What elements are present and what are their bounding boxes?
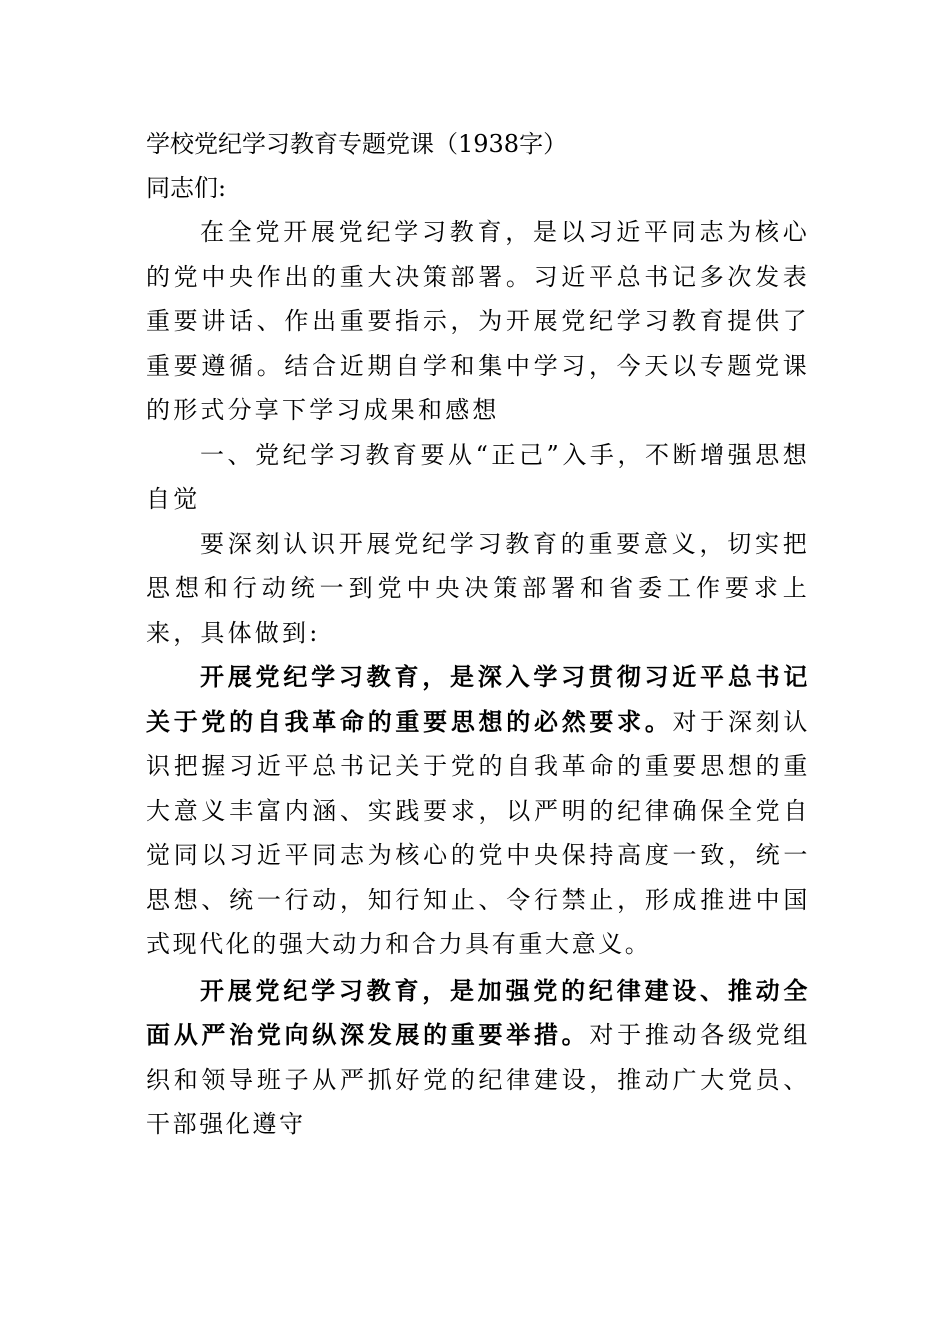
bold-lead-sentence: 开展党纪学习教育，是深入学习贯彻习近平总书记关于党的自我革命的重要思想的必然要求。 <box>146 662 810 736</box>
paragraph-understanding: 要深刻认识开展党纪学习教育的重要意义，切实把思想和行动统一到党中央决策部署和省委工作要求上来，具体做到: <box>146 529 810 647</box>
section-heading-one: 一、党纪学习教育要从“正己”入手，不断增强思想自觉 <box>146 440 810 513</box>
document-page <box>146 122 810 1147</box>
document-title: 学校党纪学习教育专题党课（1938字） <box>146 130 568 158</box>
paragraph-body: 对于推动各级党组织和领导班子从严抓好党的纪律建设，推动广大党员、干部强化遵守 <box>146 1021 810 1138</box>
paragraph-intro: 在全党开展党纪学习教育，是以习近平同志为核心的党中央作出的重大决策部署。习近平总书记多次发表重要讲话、作出重要指示，为开展党纪学习教育提供了重要遵循。结合近期自学和集中学习，今天以专题党课的形式分享下学习成果和感想 <box>146 218 810 424</box>
paragraph-self-revolution <box>146 655 810 967</box>
paragraph-body: 对于深刻认识把握习近平总书记关于党的自我革命的重要思想的重大意义丰富内涵、实践要求，以严明的纪律确保全党自觉同以习近平同志为核心的党中央保持高度一致，统一思想、统一行动，知行知止、令行禁止，形成推进中国式现代化的强大动力和合力具有重大意义。 <box>146 707 810 958</box>
bold-lead-sentence: 开展党纪学习教育，是加强党的纪律建设、推动全面从严治党向纵深发展的重要举措。 <box>146 975 810 1049</box>
salutation: 同志们: <box>146 174 227 202</box>
paragraph-discipline-building <box>146 969 810 1147</box>
